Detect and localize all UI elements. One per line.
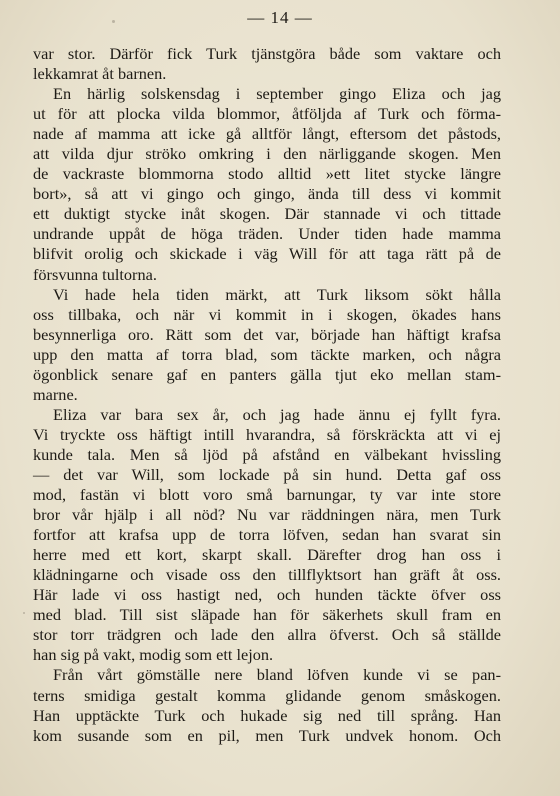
text-line: undrande uppåt de höga träden. Under tiden hade mamma — [33, 224, 501, 244]
page-number: — 14 — — [247, 8, 313, 27]
text-line: En härlig solskensdag i september gingo Eliza och jag — [53, 84, 501, 104]
text-line: mod, fastän vi blott voro små barnungar, ty var inte store — [33, 485, 501, 505]
text-line: Här lade vi oss hastigt ned, och hunden täckte öfver oss — [33, 585, 501, 605]
text-line: lekkamrat åt barnen. — [33, 64, 167, 84]
text-line: blifvit orolig och skickade i väg Will för att taga rätt på de — [33, 244, 501, 264]
text-line: oss tillbaka, och när vi kommit in i skogen, ökades hans — [33, 304, 501, 324]
text-line: — det var Will, som lockade på sin hund. Detta gaf oss — [33, 464, 501, 484]
text-line: kom susande som en pil, men Turk undvek honom. Och — [33, 725, 501, 745]
text-line: marne. — [33, 384, 78, 404]
text-line: Från vårt gömställe nere bland löfven kunde vi se pan- — [53, 665, 501, 685]
text-line: klädningarne och visade oss den tillflyktsort han gräft åt oss. — [33, 565, 501, 585]
text-line: kunde tala. Men så ljöd på afstånd en välbekant hvissling — [33, 444, 501, 464]
paper-speck — [112, 20, 115, 23]
text-line: terns smidiga gestalt komma glidande genom småskogen. — [33, 685, 501, 705]
text-line: var stor. Därför fick Turk tjänstgöra både som vaktare och — [33, 44, 501, 63]
text-line: bort», så att vi gingo och gingo, ända till dess vi kommit — [33, 184, 501, 204]
text-line: att vilda djur ströko omkring i den närliggande skogen. Men — [33, 144, 501, 164]
text-line: de vackraste blommorna stodo alltid »ett litet stycke längre — [33, 164, 501, 184]
text-line: upp den matta af torra blad, som täckte marken, och några — [33, 344, 501, 364]
text-line: fortfor att krafsa upp de torra löfven, sedan han svarat sin — [33, 525, 501, 545]
text-line: Eliza var bara sex år, och jag hade ännu ej fyllt fyra. — [53, 404, 501, 424]
text-line: med blad. Till sist släpade han för säkerhets skull fram en — [33, 605, 501, 625]
text-line: herre med ett kort, skarpt skall. Därefter drog han oss i — [33, 545, 501, 565]
text-line: ögonblick senare gaf en panters gälla tjut eko mellan stam- — [33, 364, 501, 384]
text-line: stor torr trädgren och lade den allra öfverst. Och så ställde — [33, 625, 501, 645]
text-line: besynnerliga oro. Rätt som det var, började han häftigt krafsa — [33, 324, 501, 344]
text-line: ut för att plocka vilda blommor, åtföljda af Turk och förma- — [33, 104, 501, 124]
text-line: Han upptäckte Turk och hukade sig ned till språng. Han — [33, 705, 501, 725]
text-line: ett duktigt stycke inåt skogen. Där stannade vi och tittade — [33, 204, 501, 224]
text-line: nade af mamma att icke gå alltför långt, eftersom det påstods, — [33, 124, 501, 144]
paper-speck — [23, 612, 25, 614]
text-line: Vi tryckte oss häftigt intill hvarandra, så förskräckta att vi ej — [33, 424, 501, 444]
text-line: försvunna tultorna. — [33, 264, 157, 284]
text-line: Vi hade hela tiden märkt, att Turk liksom sökt hålla — [53, 284, 501, 304]
text-line: bror vår hjälp i all nöd? Nu var räddningen nära, men Turk — [33, 505, 501, 525]
body-text — [33, 44, 501, 746]
text-line: han sig på vakt, modig som ett lejon. — [33, 645, 274, 665]
